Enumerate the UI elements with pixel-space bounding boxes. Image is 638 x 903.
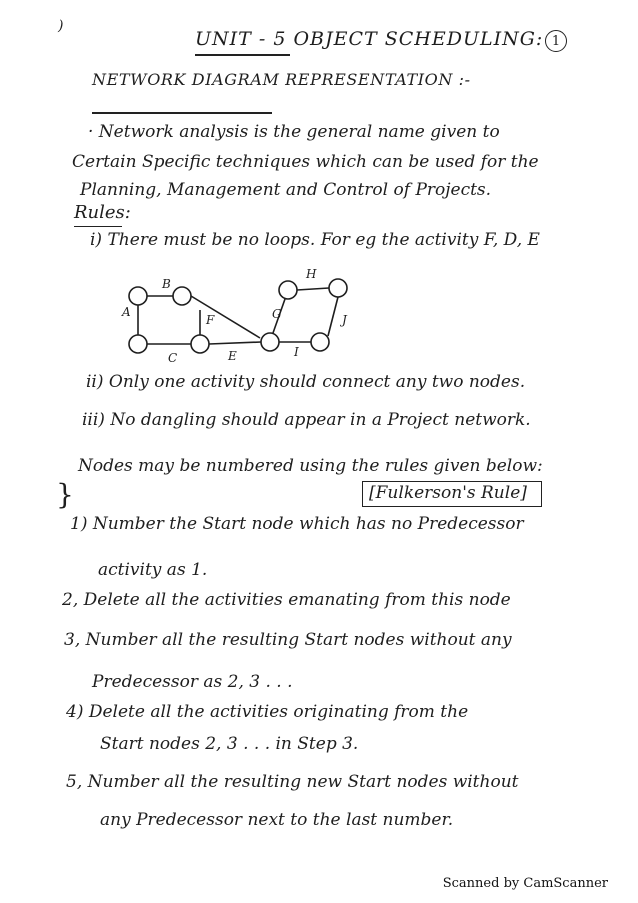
intro-line-2: Certain Specific techniques which can be used for the <box>72 152 539 172</box>
rule-2: ii) Only one activity should connect any two nodes. <box>86 372 526 392</box>
page-title: UNIT - 5 OBJECT SCHEDULING: <box>195 28 544 50</box>
label-f: F <box>206 313 215 327</box>
step-3: 3, Number all the resulting Start nodes without any <box>64 630 512 650</box>
step-5-cont: any Predecessor next to the last number. <box>100 810 454 830</box>
label-e: E <box>228 349 237 363</box>
label-j: J <box>342 313 347 327</box>
label-i: I <box>294 345 299 359</box>
scanner-watermark: Scanned by CamScanner <box>442 876 608 891</box>
margin-mark: ) <box>58 18 64 34</box>
node-4 <box>191 335 209 353</box>
step-1: 1) Number the Start node which has no Predecessor <box>70 514 524 534</box>
label-a: A <box>122 305 131 319</box>
node-7 <box>329 279 347 297</box>
heading-underline <box>92 112 272 114</box>
rules-underline <box>74 226 122 227</box>
node-6 <box>279 281 297 299</box>
rules-label: Rules: <box>74 202 131 223</box>
step-3-cont: Predecessor as 2, 3 . . . <box>92 672 293 692</box>
node-8 <box>311 333 329 351</box>
label-g: G <box>272 307 282 321</box>
network-diagram <box>110 258 370 373</box>
intro-line-1: · Network analysis is the general name given to <box>88 122 500 142</box>
label-b: B <box>162 277 171 291</box>
page-number: 1 <box>545 30 567 52</box>
step-2: 2, Delete all the activities emanating from this node <box>62 590 511 610</box>
bracket-mark: } <box>56 478 74 511</box>
step-1-cont: activity as 1. <box>98 560 208 580</box>
step-4-cont: Start nodes 2, 3 . . . in Step 3. <box>100 734 359 754</box>
node-1 <box>129 287 147 305</box>
rule-3: iii) No dangling should appear in a Project network. <box>82 410 531 430</box>
label-c: C <box>168 351 178 365</box>
section-heading: NETWORK DIAGRAM REPRESENTATION :- <box>92 70 471 89</box>
fulkerson-box <box>362 481 542 507</box>
rule-1: i) There must be no loops. For eg the activity F, D, E <box>90 230 540 250</box>
step-4: 4) Delete all the activities originating from the <box>66 702 469 722</box>
node-5 <box>261 333 279 351</box>
node-2 <box>173 287 191 305</box>
node-3 <box>129 335 147 353</box>
intro-line-3: Planning, Management and Control of Projects. <box>80 180 492 200</box>
fulkerson-rule: [Fulkerson's Rule] <box>369 483 527 503</box>
title-underline <box>195 54 290 56</box>
nodes-intro: Nodes may be numbered using the rules given below: <box>78 456 543 476</box>
label-h: H <box>306 267 317 281</box>
step-5: 5, Number all the resulting new Start nodes without <box>66 772 519 792</box>
